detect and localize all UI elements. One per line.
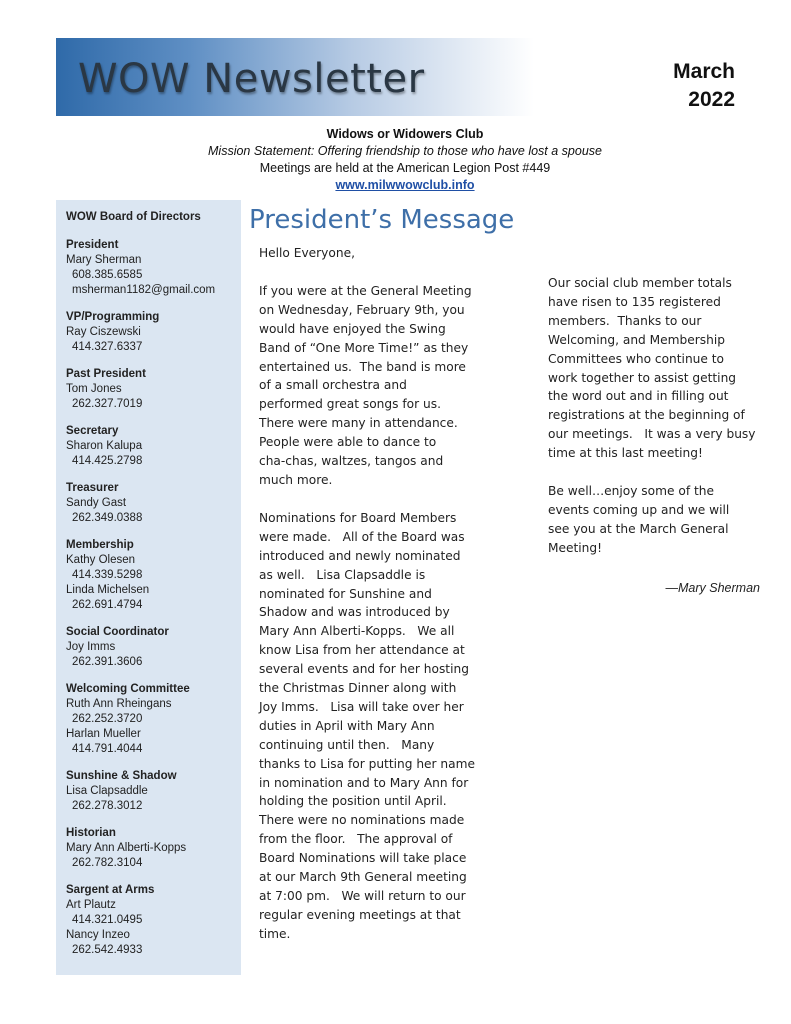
officer-phone: 262.391.3606 xyxy=(72,656,143,668)
officer-role: Welcoming Committee xyxy=(66,683,190,695)
officer-phone: 262.278.3012 xyxy=(72,800,143,812)
text-line: There were many in attendance. xyxy=(259,416,458,431)
officer-name: Mary Sherman xyxy=(66,254,142,266)
officer-phone: 262.782.3104 xyxy=(72,857,143,869)
officer-block xyxy=(66,481,241,526)
text-line: Welcoming, and Membership xyxy=(548,332,725,347)
text-line: duties in April with Mary Ann xyxy=(259,718,435,733)
issue-date xyxy=(673,58,735,114)
text-line: have risen to 135 registered xyxy=(548,294,721,309)
message-paragraph xyxy=(259,282,485,490)
mission-statement: Mission Statement: Offering friendship to those who have lost a spouse xyxy=(208,144,602,158)
text-line: Joy Imms. Lisa will take over her xyxy=(259,699,464,714)
text-line: time. xyxy=(259,926,291,941)
board-of-directors-sidebar xyxy=(56,200,241,975)
text-line: on Wednesday, February 9th, you xyxy=(259,302,465,317)
officer-phone: 414.339.5298 xyxy=(72,569,143,581)
issue-year: 2022 xyxy=(688,88,735,111)
website-link[interactable]: www.milwwowclub.info xyxy=(335,178,475,192)
officer-phone: 608.385.6585 xyxy=(72,269,143,281)
officer-name: Mary Ann Alberti-Kopps xyxy=(66,842,187,854)
message-paragraph xyxy=(548,482,770,558)
officer-phone: 414.425.2798 xyxy=(72,455,143,467)
text-line: Band of “One More Time!” as they xyxy=(259,340,469,355)
officer-name: Lisa Clapsaddle xyxy=(66,785,148,797)
officer-name: Linda Michelsen xyxy=(66,584,150,596)
text-line: much more. xyxy=(259,472,333,487)
officer-name: Art Plautz xyxy=(66,899,116,911)
officer-block xyxy=(66,538,241,613)
text-line: know Lisa from her attendance at xyxy=(259,643,465,658)
greeting: Hello Everyone, xyxy=(259,246,355,260)
message-column-right xyxy=(548,274,770,598)
text-line: see you at the March General xyxy=(548,521,729,536)
officer-name: Ray Ciszewski xyxy=(66,326,141,338)
text-line: Meeting! xyxy=(548,540,603,555)
text-line: introduced and newly nominated xyxy=(259,548,461,563)
text-line: work together to assist getting xyxy=(548,370,737,385)
text-line: the Christmas Dinner along with xyxy=(259,681,457,696)
officer-block xyxy=(66,826,241,871)
officer-phone: 414.321.0495 xyxy=(72,914,143,926)
officer-block xyxy=(66,310,241,355)
text-line: thanks to Lisa for putting her name xyxy=(259,756,475,771)
message-paragraph xyxy=(548,274,770,463)
officer-role: President xyxy=(66,239,119,251)
text-line: members. Thanks to our xyxy=(548,313,702,328)
officer-block xyxy=(66,883,241,958)
text-line: There were no nominations made xyxy=(259,813,465,828)
text-line: the word out and in filling out xyxy=(548,389,729,404)
text-line: Shadow and was introduced by xyxy=(259,605,450,620)
officer-phone: 414.791.4044 xyxy=(72,743,143,755)
officer-role: Secretary xyxy=(66,425,119,437)
text-line: Nominations for Board Members xyxy=(259,510,457,525)
officer-block xyxy=(66,769,241,814)
officer-role: Social Coordinator xyxy=(66,626,169,638)
message-paragraph xyxy=(259,509,485,944)
officer-role: Sunshine & Shadow xyxy=(66,770,177,782)
text-line: If you were at the General Meeting xyxy=(259,283,472,298)
officer-name: Nancy Inzeo xyxy=(66,929,130,941)
text-line: were made. All of the Board was xyxy=(259,529,465,544)
officer-phone: 262.349.0388 xyxy=(72,512,143,524)
text-line: People were able to dance to xyxy=(259,435,437,450)
text-line: Be well…enjoy some of the xyxy=(548,484,714,499)
officer-name: Joy Imms xyxy=(66,641,116,653)
text-line: Mary Ann Alberti-Kopps. We all xyxy=(259,624,455,639)
officer-phone: 262.542.4933 xyxy=(72,944,143,956)
text-line: Committees who continue to xyxy=(548,351,724,366)
officer-role: Membership xyxy=(66,539,134,551)
officer-phone: 262.691.4794 xyxy=(72,599,143,611)
officer-name: Kathy Olesen xyxy=(66,554,136,566)
officer-role: Sargent at Arms xyxy=(66,884,155,896)
text-line: regular evening meetings at that xyxy=(259,907,461,922)
text-line: our meetings. It was a very busy xyxy=(548,427,756,442)
officer-email: msherman1182@gmail.com xyxy=(72,284,216,296)
text-line: several events and for her hosting xyxy=(259,662,469,677)
officer-block xyxy=(66,367,241,412)
text-line: cha-chas, waltzes, tangos and xyxy=(259,454,444,469)
text-line: time at this last meeting! xyxy=(548,446,703,461)
newsletter-title: WOW Newsletter xyxy=(78,56,425,102)
newsletter-banner xyxy=(56,38,534,116)
text-line: performed great songs for us. xyxy=(259,397,441,412)
officer-phone: 414.327.6337 xyxy=(72,341,143,353)
officer-block xyxy=(66,238,241,298)
text-line: at 7:00 pm. We will return to our xyxy=(259,889,466,903)
text-line: Board Nominations will take place xyxy=(259,851,467,866)
officer-role: Historian xyxy=(66,827,116,839)
officer-name: Ruth Ann Rheingans xyxy=(66,698,172,710)
presidents-message-title: President’s Message xyxy=(249,205,515,235)
club-name: Widows or Widowers Club xyxy=(326,127,484,141)
issue-month: March xyxy=(673,60,735,83)
officer-name: Tom Jones xyxy=(66,383,122,395)
text-line: as well. Lisa Clapsaddle is xyxy=(259,567,426,582)
text-line: at our March 9th General meeting xyxy=(259,870,467,885)
message-column-left xyxy=(259,244,485,944)
text-line: from the floor. The approval of xyxy=(259,832,453,847)
text-line: Our social club member totals xyxy=(548,276,732,290)
officer-name: Sandy Gast xyxy=(66,497,127,509)
text-line: nominated for Sunshine and xyxy=(259,586,432,601)
officer-role: VP/Programming xyxy=(66,311,160,323)
officer-role: Past President xyxy=(66,368,146,380)
text-line: of a small orchestra and xyxy=(259,378,407,393)
officer-list xyxy=(66,238,241,958)
text-line: in nomination and to Mary Ann for xyxy=(259,775,469,790)
club-info xyxy=(140,126,670,194)
text-line: entertained us. The band is more xyxy=(259,359,466,374)
text-line: registrations at the beginning of xyxy=(548,408,745,423)
officer-name: Sharon Kalupa xyxy=(66,440,143,452)
officer-block xyxy=(66,424,241,469)
text-line: continuing until then. Many xyxy=(259,737,435,752)
sidebar-heading: WOW Board of Directors xyxy=(66,211,201,223)
signature: —Mary Sherman xyxy=(665,580,760,595)
officer-block xyxy=(66,682,241,757)
text-line: events coming up and we will xyxy=(548,502,730,517)
officer-role: Treasurer xyxy=(66,482,119,494)
text-line: holding the position until April. xyxy=(259,794,447,809)
text-line: would have enjoyed the Swing xyxy=(259,321,446,336)
officer-phone: 262.327.7019 xyxy=(72,398,143,410)
meeting-location: Meetings are held at the American Legion Post #449 xyxy=(259,161,551,175)
officer-name: Harlan Mueller xyxy=(66,728,141,740)
officer-phone: 262.252.3720 xyxy=(72,713,143,725)
officer-block xyxy=(66,625,241,670)
